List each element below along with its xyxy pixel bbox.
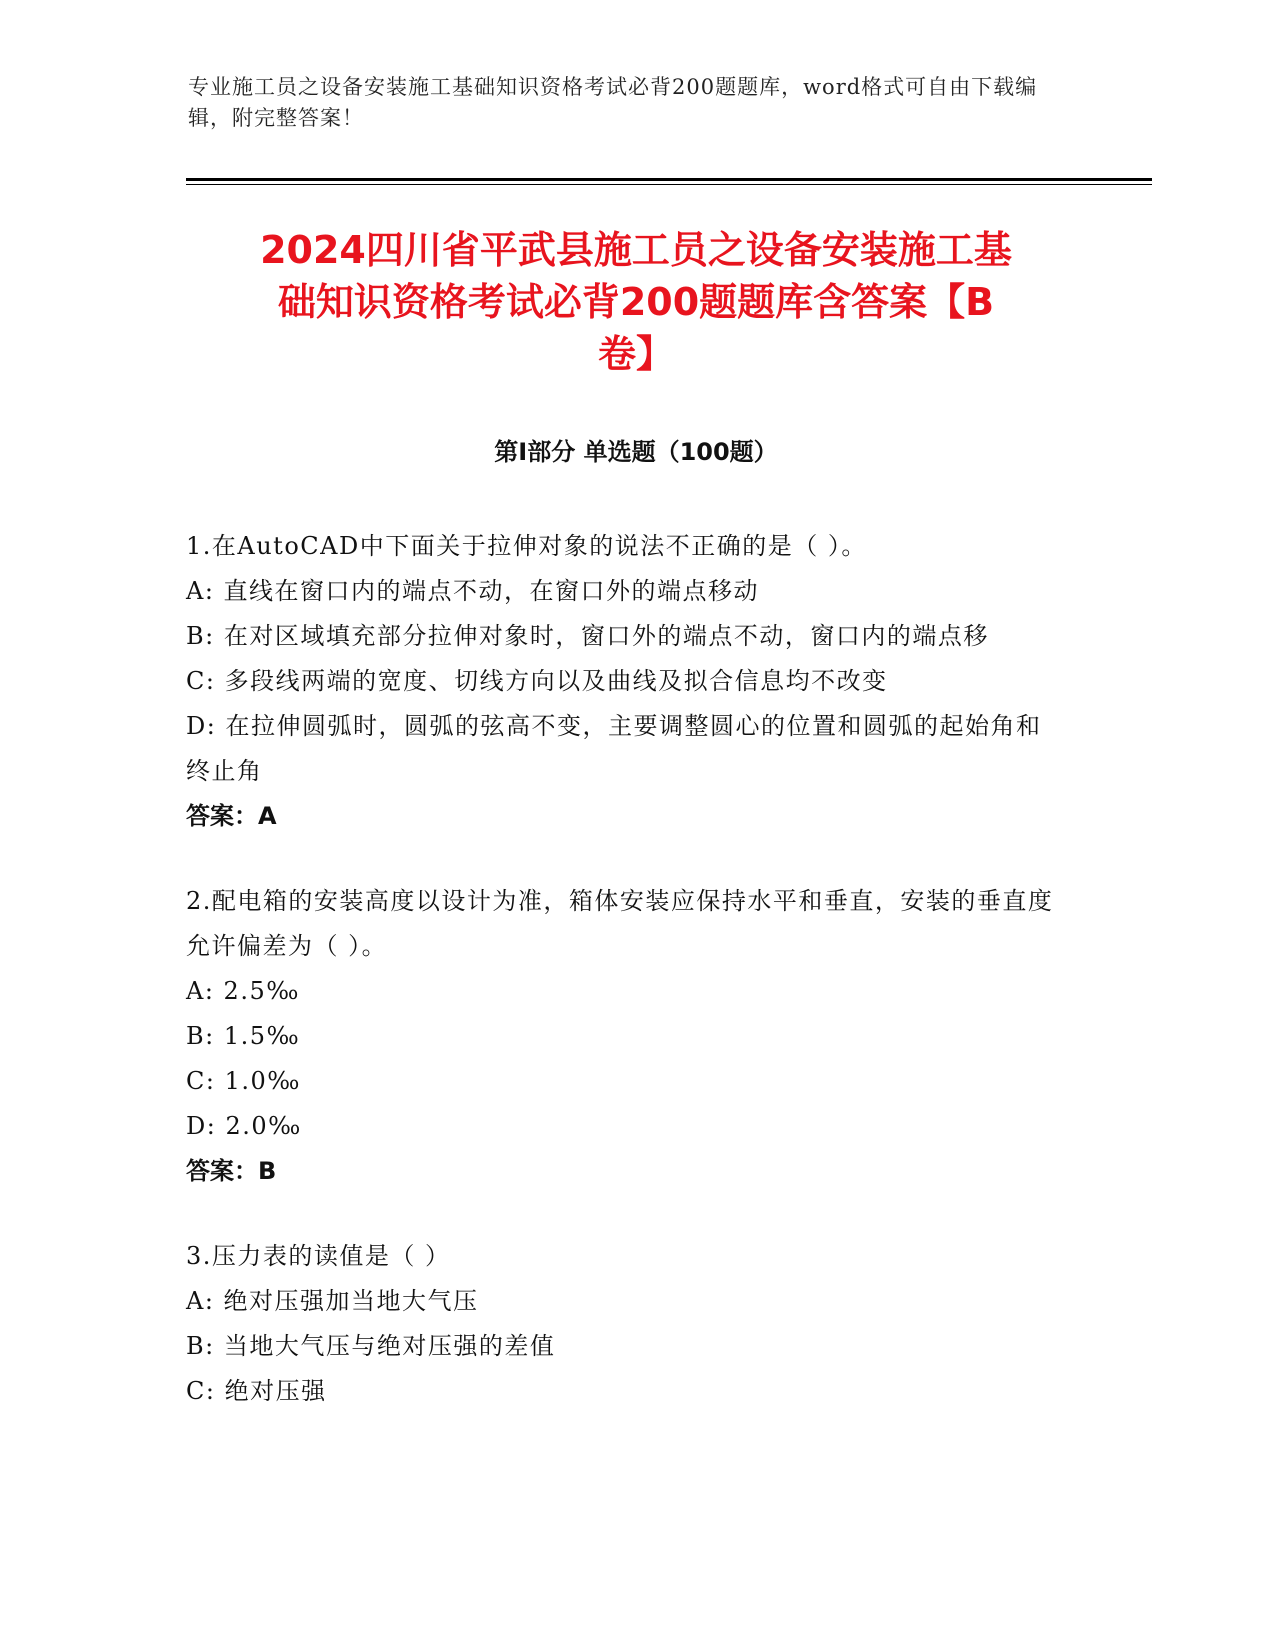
section-title: 第I部分 单选题（100题） xyxy=(494,438,778,466)
option-a: A: 直线在窗口内的端点不动，在窗口外的端点移动 xyxy=(186,577,760,605)
question-1 xyxy=(186,524,1066,839)
question-3 xyxy=(186,1234,1066,1414)
option-c: C: 绝对压强 xyxy=(186,1377,327,1405)
document-title-line-1: 2024四川省平武县施工员之设备安装施工基 xyxy=(260,228,1012,272)
option-a: A: 2.5‰ xyxy=(186,977,300,1005)
header-rule-thick xyxy=(186,178,1152,181)
document-title-line-2: 础知识资格考试必背200题题库含答案【B xyxy=(277,280,995,324)
answer-label: 答案：A xyxy=(186,802,277,830)
option-b: B: 当地大气压与绝对压强的差值 xyxy=(186,1332,556,1360)
document-title-line-3: 卷】 xyxy=(597,332,674,376)
question-stem: 3.压力表的读值是（ ） xyxy=(186,1242,451,1270)
question-list xyxy=(186,524,1066,1454)
option-d: D: 在拉伸圆弧时，圆弧的弦高不变，主要调整圆心的位置和圆弧的起始角和终止角 xyxy=(186,712,1042,785)
header-note: 专业施工员之设备安装施工基础知识资格考试必背200题题库，word格式可自由下载编辑，附完整答案！ xyxy=(188,75,1038,130)
question-stem: 1.在AutoCAD中下面关于拉伸对象的说法不正确的是（ ）。 xyxy=(186,532,867,560)
header-rule-thin xyxy=(186,184,1152,185)
option-c: C: 多段线两端的宽度、切线方向以及曲线及拟合信息均不改变 xyxy=(186,667,888,695)
question-stem: 2.配电箱的安装高度以设计为准，箱体安装应保持水平和垂直，安装的垂直度允许偏差为（ ）。 xyxy=(186,887,1054,960)
option-b: B: 1.5‰ xyxy=(186,1022,301,1050)
question-2 xyxy=(186,879,1066,1194)
option-a: A: 绝对压强加当地大气压 xyxy=(186,1287,479,1315)
document-title xyxy=(186,224,1086,380)
option-b: B: 在对区域填充部分拉伸对象时，窗口外的端点不动，窗口内的端点移 xyxy=(186,622,989,650)
option-d: D: 2.0‰ xyxy=(186,1112,302,1140)
answer-label: 答案：B xyxy=(186,1157,277,1185)
option-c: C: 1.0‰ xyxy=(186,1067,301,1095)
